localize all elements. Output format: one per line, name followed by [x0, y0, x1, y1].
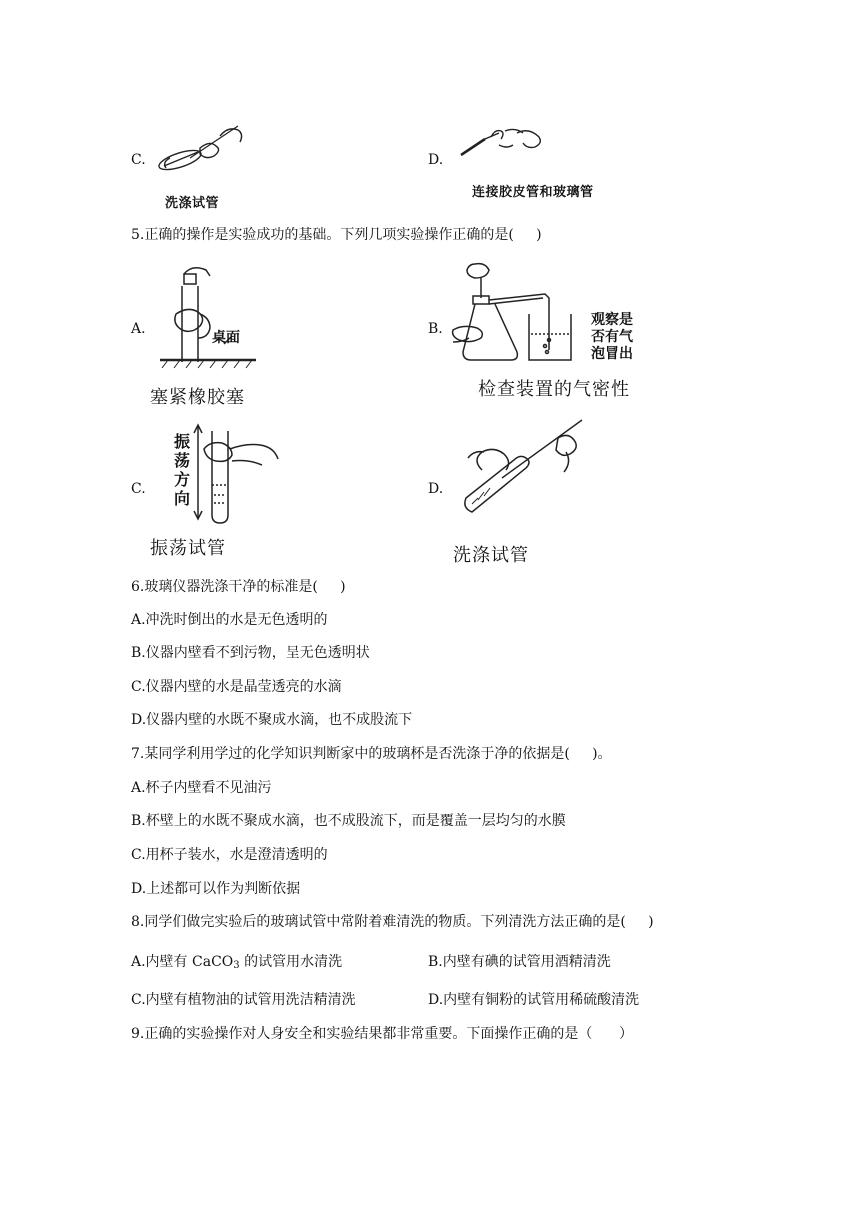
q8-option-b: B.内壁有碘的试管用酒精清洗 — [428, 954, 611, 970]
q7-option: D.上述都可以作为判断依据 — [131, 881, 301, 897]
q6-option: B.仪器内壁看不到污物，呈无色透明状 — [131, 645, 370, 661]
q5-option-d-caption: 洗涤试管 — [453, 545, 529, 566]
q4-option-c-letter: C. — [131, 152, 146, 168]
q4-option-c-illustration — [150, 118, 255, 183]
q5-option-c-caption: 振荡试管 — [150, 538, 226, 559]
q5-option-a-letter: A. — [131, 321, 146, 337]
q4-option-d-letter: D. — [428, 152, 444, 168]
q5-option-a-label: 桌面 — [212, 330, 240, 346]
q5-option-b-caption: 检查装置的气密性 — [478, 379, 630, 400]
q4-option-d-illustration — [455, 125, 550, 165]
q5-option-b-label-line: 否有气 — [591, 329, 633, 345]
q5-option-d-letter: D. — [428, 481, 444, 497]
q5-option-d-illustration — [462, 418, 587, 523]
q8-option-a-text-tail: 的试管用水清洗 — [239, 954, 343, 970]
q4-option-c-caption: 洗涤试管 — [165, 196, 220, 211]
q5-stem: 5.正确的操作是实验成功的基础。下列几项实验操作正确的是( ) — [131, 227, 542, 243]
q6-option: C.仪器内壁的水是晶莹透亮的水滴 — [131, 679, 342, 695]
q5-option-c-illustration — [192, 425, 282, 525]
q4-option-d-caption: 连接胶皮管和玻璃管 — [472, 185, 594, 200]
q5-option-c-label — [174, 432, 190, 508]
q5-option-c-label-char: 振 — [174, 432, 191, 451]
q7-option: B.杯壁上的水既不聚成水滴，也不成股流下，而是覆盖一层均匀的水膜 — [131, 813, 566, 829]
q7-stem: 7.某同学利用学过的化学知识判断家中的玻璃杯是否洗涤于净的依据是( )。 — [131, 746, 612, 762]
q5-option-c-label-char: 方 — [174, 470, 191, 489]
q8-option-a-subscript: 3 — [233, 960, 240, 971]
q5-option-b-label-line: 观察是 — [591, 312, 633, 328]
q5-option-b-label — [591, 312, 633, 363]
q8-option-c: C.内壁有植物油的试管用洗洁精清洗 — [131, 992, 356, 1008]
q8-stem: 8.同学们做完实验后的玻璃试管中常附着难清洗的物质。下列清洗方法正确的是( ) — [131, 914, 654, 930]
q5-option-c-letter: C. — [131, 481, 146, 497]
q6-option: D.仪器内壁的水既不聚成水滴，也不成股流下 — [131, 712, 413, 728]
q8-option-a-text: A.内壁有 CaCO — [131, 954, 234, 970]
q5-option-c-label-char: 荡 — [174, 451, 191, 470]
q5-option-b-label-line: 泡冒出 — [591, 346, 633, 362]
q6-option: A.冲洗时倒出的水是无色透明的 — [131, 612, 328, 628]
q8-option-d: D.内壁有铜粉的试管用稀硫酸清洗 — [428, 992, 640, 1008]
q5-option-b-letter: B. — [428, 321, 443, 337]
q7-option: A.杯子内壁看不见油污 — [131, 780, 272, 796]
q9-stem: 9.正确的实验操作对人身安全和实验结果都非常重要。下面操作正确的是（ ） — [131, 1026, 634, 1042]
q5-option-c-label-char: 向 — [174, 489, 191, 508]
q6-stem: 6.玻璃仪器洗涤干净的标准是( ) — [131, 579, 346, 595]
q7-option: C.用杯子装水，水是澄清透明的 — [131, 847, 328, 863]
q5-option-b-illustration — [453, 262, 583, 367]
q5-option-a-caption: 塞紧橡胶塞 — [150, 387, 245, 408]
q5-option-a-illustration — [160, 260, 260, 370]
q8-option-a — [131, 953, 342, 971]
